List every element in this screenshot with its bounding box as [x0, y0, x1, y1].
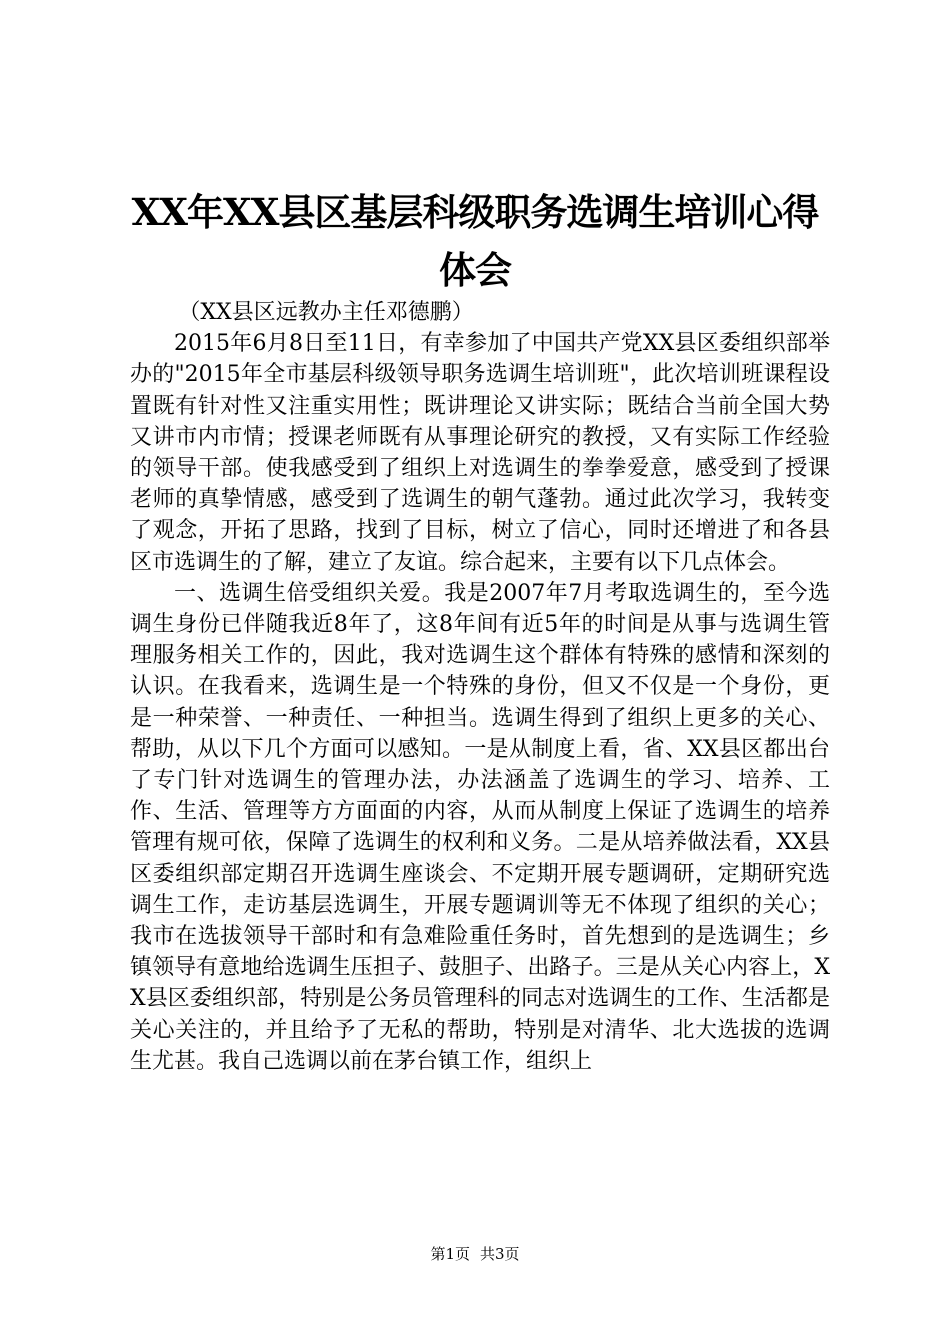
page-total: 共3页 — [480, 1245, 520, 1263]
document-body — [130, 297, 830, 1077]
paragraph-intro: 2015年6月8日至11日，有幸参加了中国共产党XX县区委组织部举办的"2015年全市基层科级领导职务选调生培训班"，此次培训班课程设置既有针对性又注重实用性；既讲理论又讲实际；既结合当前全国大势又讲市内市情；授课老师既有从事理论研究的教授，又有实际工作经验的领导干部。使我感受到了组织上对选调生的拳拳爱意，感受到了授课老师的真挚情感，感受到了选调生的朝气蓬勃。通过此次学习，我转变了观念，开拓了思路，找到了目标，树立了信心，同时还增进了和各县区市选调生的了解，建立了友谊。综合起来，主要有以下几点体会。 — [130, 331, 830, 575]
author-line: （XX县区远教办主任邓德鹏） — [178, 300, 474, 325]
paragraph-section-one: 一、选调生倍受组织关爱。我是2007年7月考取选调生的，至今选调生身份已伴随我近8年了，这8年间有近5年的时间是从事与选调生管理服务相关工作的，因此，我对选调生这个群体有特殊的感情和深刻的认识。在我看来，选调生是一个特殊的身份，但又不仅是一个身份，更是一种荣誉、一种责任、一种担当。选调生得到了组织上更多的关心、帮助，从以下几个方面可以感知。一是从制度上看，省、XX县区都出台了专门针对选调生的管理办法，办法涵盖了选调生的学习、培养、工作、生活、管理等方方面面的内容，从而从制度上保证了选调生的培养管理有规可依，保障了选调生的权利和义务。二是从培养做法看，XX县区委组织部定期召开选调生座谈会、不定期开展专题调研，定期研究选调生工作，走访基层选调生，开展专题调训等无不体现了组织的关心；我市在选拔领导干部时和有急难险重任务时，首先想到的是选调生；乡镇领导有意地给选调生压担子、鼓胆子、出路子。三是从关心内容上，XX县区委组织部，特别是公务员管理科的同志对选调生的工作、生活都是关心关注的，并且给予了无私的帮助，特别是对清华、北大选拔的选调生尤甚。我自己选调以前在茅台镇工作，组织上 — [130, 580, 830, 1074]
page-number: 第1页 — [430, 1245, 470, 1263]
page-footer — [0, 1244, 950, 1264]
document-title: XX年XX县区基层科级职务选调生培训心得体会 — [131, 190, 819, 292]
